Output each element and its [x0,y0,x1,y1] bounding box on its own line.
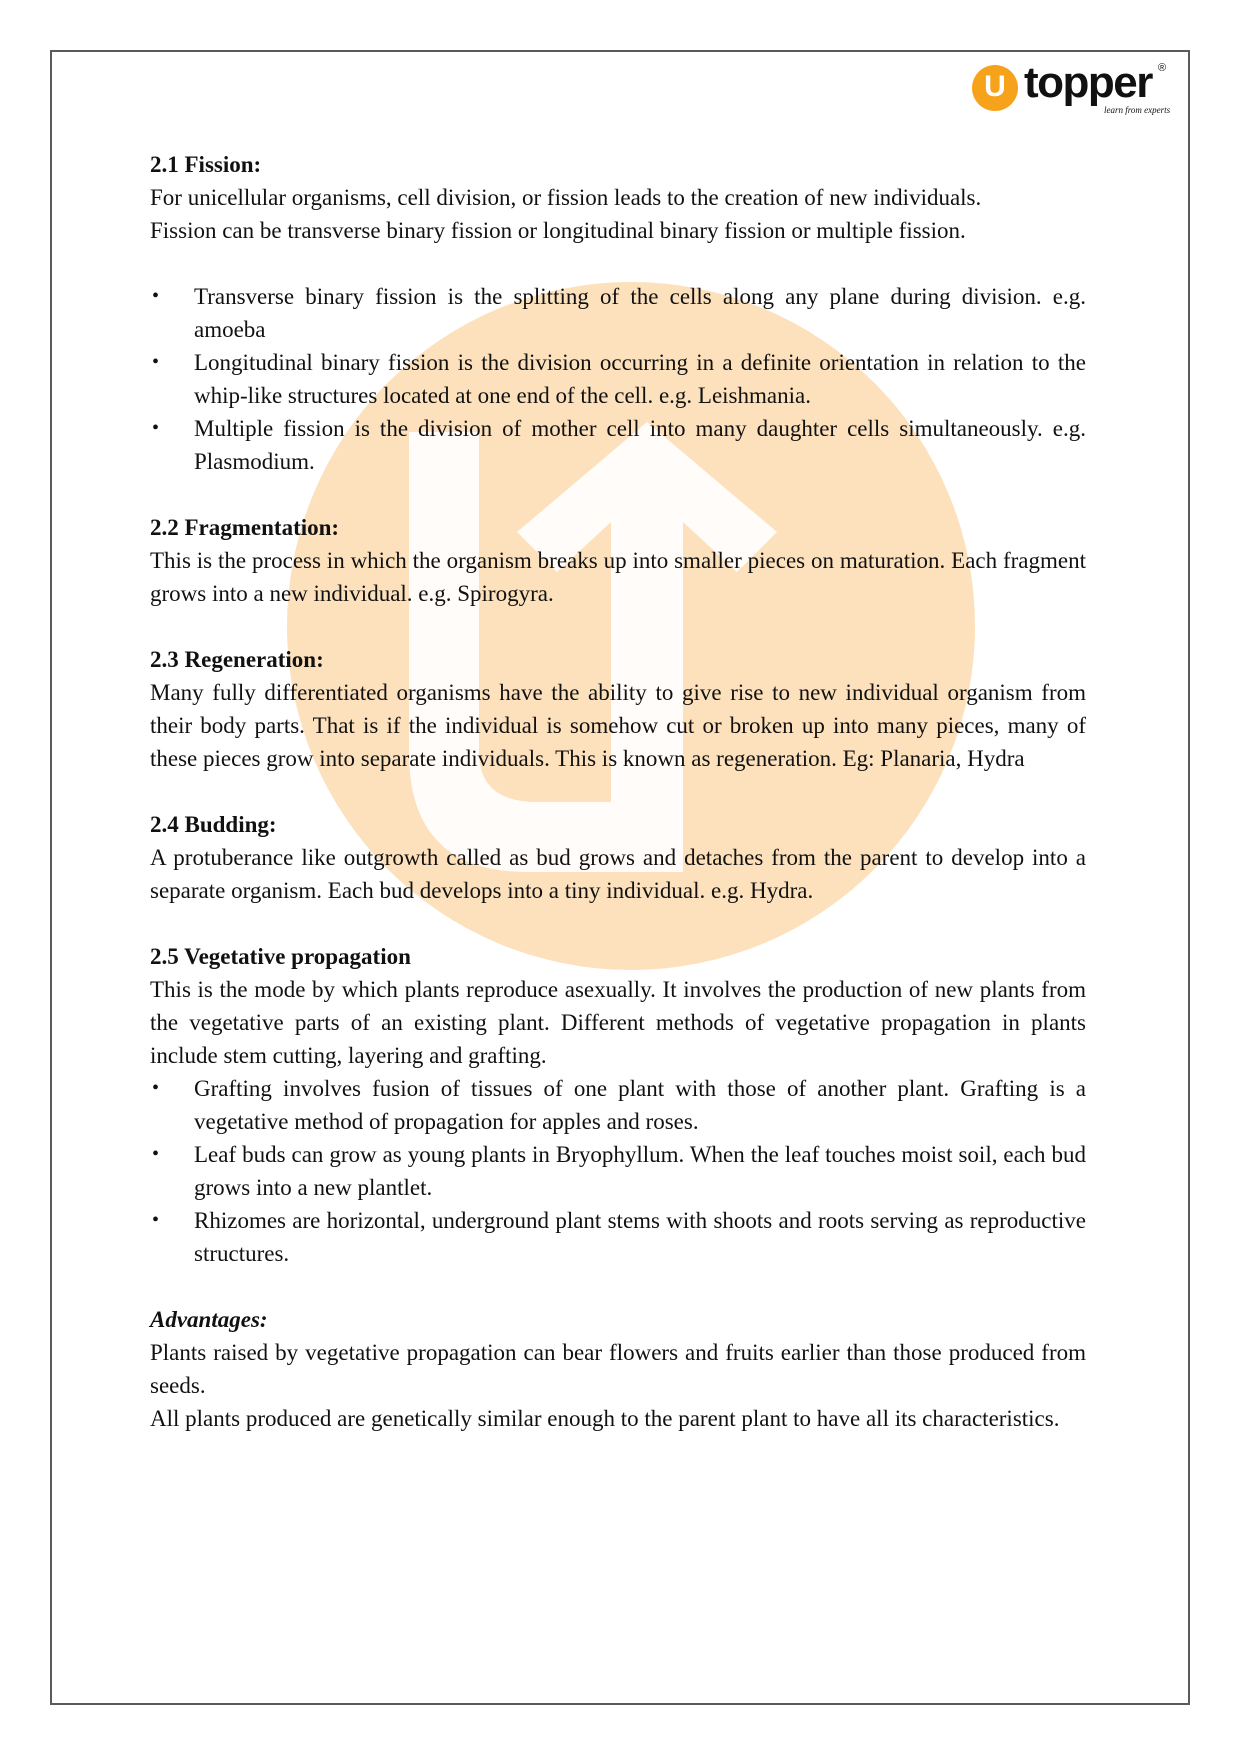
heading-vegetative-propagation: 2.5 Vegetative propagation [150,944,411,969]
bullet-icon: • [152,351,160,373]
budding-paragraph: A protuberance like outgrowth called as bud grows and detaches from the parent to develop into a separate organism. Each bud develops into a tiny individual. e.g. Hydra. [150,845,1086,903]
list-item: • Rhizomes are horizontal, underground plant stems with shoots and roots serving as reproductive structures. [150,1204,1086,1270]
heading-advantages: Advantages: [150,1307,268,1332]
bullet-icon: • [152,417,160,439]
bullet-icon: • [152,1209,160,1231]
list-item: • Transverse binary fission is the splitting of the cells along any plane during division. e.g. amoeba [150,280,1086,346]
logo-wordmark: topper [1024,58,1152,107]
logo-mark-icon: U [972,65,1018,111]
advantages-paragraph-1: Plants raised by vegetative propagation can bear flowers and fruits earlier than those produced from seeds. [150,1340,1086,1398]
bullet-icon: • [152,1143,160,1165]
logo-tagline: learn from experts [1104,105,1171,115]
advantages-paragraph-2: All plants produced are genetically similar enough to the parent plant to have all its characteristics. [150,1406,1060,1431]
vegetative-bullet-list [150,1072,1086,1270]
list-item: • Leaf buds can grow as young plants in Bryophyllum. When the leaf touches moist soil, each bud grows into a new plantlet. [150,1138,1086,1204]
list-item: • Grafting involves fusion of tissues of one plant with those of another plant. Grafting is a vegetative method of propagation for apples and roses. [150,1072,1086,1138]
fission-paragraph-1: For unicellular organisms, cell division, or fission leads to the creation of new individuals. [150,185,982,210]
document-content [150,148,1086,1435]
list-item: • Longitudinal binary fission is the division occurring in a definite orientation in relation to the whip-like structures located at one end of the cell. e.g. Leishmania. [150,346,1086,412]
vegetative-paragraph: This is the mode by which plants reproduce asexually. It involves the production of new plants from the vegetative parts of an existing plant. Different methods of vegetative propagation in plants include stem cutting, layering and grafting. [150,977,1086,1068]
bullet-icon: • [152,285,160,307]
fission-paragraph-2: Fission can be transverse binary fission or longitudinal binary fission or multiple fission. [150,218,966,243]
heading-fission: 2.1 Fission: [150,152,262,177]
heading-budding: 2.4 Budding: [150,812,277,837]
regeneration-paragraph: Many fully differentiated organisms have the ability to give rise to new individual organism from their body parts. That is if the individual is somehow cut or broken up into many pieces, many of these pieces grow into separate individuals. This is known as regeneration. Eg: Planaria, Hydra [150,680,1086,771]
heading-fragmentation: 2.2 Fragmentation: [150,515,340,540]
list-item: • Multiple fission is the division of mother cell into many daughter cells simultaneously. e.g. Plasmodium. [150,412,1086,478]
utopper-logo [972,58,1172,122]
logo-registered-mark: ® [1158,62,1167,74]
fragmentation-paragraph: This is the process in which the organism breaks up into smaller pieces on maturation. Each fragment grows into a new individual. e.g. Spirogyra. [150,548,1086,606]
heading-regeneration: 2.3 Regeneration: [150,647,324,672]
bullet-icon: • [152,1077,160,1099]
fission-bullet-list [150,280,1086,478]
